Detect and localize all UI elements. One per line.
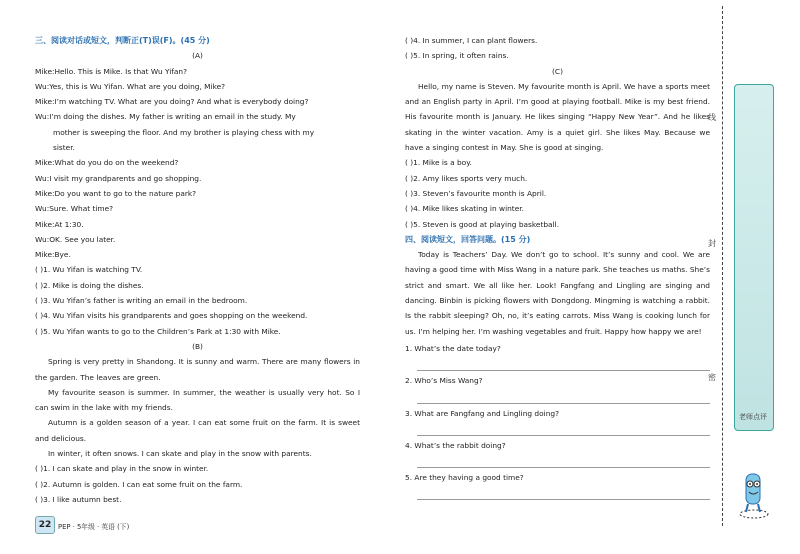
dialogue — [35, 64, 360, 263]
dialogue-line: Mike:I’m watching TV. What are you doing? And what is everybody doing? — [35, 97, 309, 107]
dialogue-line: Mike:What do you do on the weekend? — [35, 158, 179, 168]
page-number: 22 — [35, 516, 55, 534]
questions — [405, 341, 710, 500]
true-false-item[interactable]: ( )3. I like autumn best. — [35, 494, 122, 504]
true-false-item[interactable]: ( )1. Mike is a boy. — [405, 158, 472, 168]
true-false-item[interactable]: ( )5. Steven is good at playing basketball. — [405, 219, 560, 229]
right-column — [405, 33, 710, 501]
true-false-item[interactable]: ( )1. Wu Yifan is watching TV. — [35, 265, 143, 275]
answer-line[interactable] — [417, 421, 710, 436]
true-false-item[interactable]: ( )3. Wu Yifan’s father is writing an email in the bedroom. — [35, 296, 248, 306]
dialogue-line: mother is sweeping the floor. And my brother is playing chess with my — [53, 127, 315, 137]
mascot-icon — [736, 470, 772, 520]
question: 1. What’s the date today? — [405, 343, 501, 353]
answer-line[interactable] — [417, 356, 710, 371]
true-false-item[interactable]: ( )5. In spring, it often rains. — [405, 51, 509, 61]
part-b-label: (B) — [192, 341, 203, 351]
section-4-title: 四、阅读短文，回答问题。(15 分) — [405, 234, 531, 244]
binding-cut-line — [722, 6, 723, 526]
question: 3. What are Fangfang and Lingling doing? — [405, 408, 559, 418]
answer-line[interactable] — [417, 389, 710, 404]
passage-paragraph: Hello, my name is Steven. My favourite month is April. We have a sports meet and an English party in April. I’m good at playing football. Mike is my best friend. His favourite month is January. He likes singing “Happy New Year”. And he likes skating in the winter vacation. Amy is a quiet girl. She likes May. Because we have a singing contest in May. She is good at singing. — [405, 81, 710, 153]
part-a-label: (A) — [192, 51, 203, 61]
part-a-questions — [35, 262, 360, 338]
dialogue-line: Wu:OK. See you later. — [35, 234, 116, 244]
true-false-item[interactable]: ( )5. Wu Yifan wants to go to the Children’s Park at 1:30 with Mike. — [35, 326, 281, 336]
passage-paragraph: Today is Teachers’ Day. We don’t go to school. It’s sunny and cool. We are having a good time with Miss Wang in a nature park. She teaches us maths. She’s strict and smart. We all like her. Look! Fangfang and Lingling are singing and dancing. Binbin is picking flowers with Dongdong. Mingming is watching a rabbit. Is the rabbit sleeping? Oh, no, it’s eating carrots. Miss Wang is cooking lunch for us. I’m helping her. I’m washing vegetables and fruit. Happy how happy we are! — [405, 250, 710, 336]
binding-char: 封 — [708, 239, 716, 248]
dialogue-line: sister. — [53, 143, 75, 153]
question: 5. Are they having a good time? — [405, 473, 524, 483]
passage-paragraph: My favourite season is summer. In summer, the weather is usually very hot. So I can swim in the lake with my friends. — [35, 387, 360, 413]
section-3-title: 三、阅读对话或短文，判断正(T)误(F)。(45 分) — [35, 36, 210, 45]
dialogue-line: Mike:Bye. — [35, 250, 71, 260]
passage-paragraph: Spring is very pretty in Shandong. It is sunny and warm. There are many flowers in the garden. The leaves are green. — [35, 357, 360, 382]
true-false-item[interactable]: ( )2. Autumn is golden. I can eat some fruit on the farm. — [35, 479, 243, 489]
left-column — [35, 33, 360, 507]
dialogue-line: Wu:Sure. What time? — [35, 204, 114, 214]
binding-char: 密 — [708, 373, 716, 382]
true-false-item[interactable]: ( )4. Mike likes skating in winter. — [405, 204, 524, 214]
passage-paragraph: In winter, it often snows. I can skate and play in the snow with parents. — [48, 449, 312, 459]
teacher-comment-panel — [734, 84, 774, 431]
question: 4. What’s the rabbit doing? — [405, 440, 506, 450]
answer-line[interactable] — [417, 485, 710, 500]
true-false-item[interactable]: ( )2. Amy likes sports very much. — [405, 173, 528, 183]
true-false-item[interactable]: ( )4. Wu Yifan visits his grandparents and goes shopping on the weekend. — [35, 311, 308, 321]
dialogue-line: Wu:Yes, this is Wu Yifan. What are you doing, Mike? — [35, 81, 226, 91]
true-false-item[interactable]: ( )2. Mike is doing the dishes. — [35, 280, 144, 290]
mascot-illustration — [736, 470, 772, 524]
binding-char: 线 — [708, 113, 716, 122]
footer-text: PEP · 5年级 · 英语 (下) — [58, 523, 130, 531]
true-false-item[interactable]: ( )3. Steven’s favourite month is April. — [405, 188, 547, 198]
dialogue-line: Wu:I visit my grandparents and go shopping. — [35, 173, 202, 183]
dialogue-line: Mike:At 1:30. — [35, 219, 84, 229]
dialogue-line: Mike:Hello. This is Mike. Is that Wu Yifan? — [35, 66, 188, 76]
passage-paragraph: Autumn is a golden season of a year. I can eat some fruit on the farm. It is sweet and delicious. — [35, 418, 360, 443]
question: 2. Who’s Miss Wang? — [405, 376, 483, 386]
true-false-item[interactable]: ( )4. In summer, I can plant flowers. — [405, 36, 538, 45]
part-c-label: (C) — [552, 66, 563, 76]
true-false-item[interactable]: ( )1. I can skate and play in the snow in winter. — [35, 464, 209, 474]
teacher-comment-label: 老师点评 — [739, 413, 767, 421]
dialogue-line: Wu:I’m doing the dishes. My father is writing an email in the study. My — [35, 112, 296, 122]
dialogue-line: Mike:Do you want to go to the nature park? — [35, 188, 197, 198]
answer-line[interactable] — [417, 453, 710, 468]
